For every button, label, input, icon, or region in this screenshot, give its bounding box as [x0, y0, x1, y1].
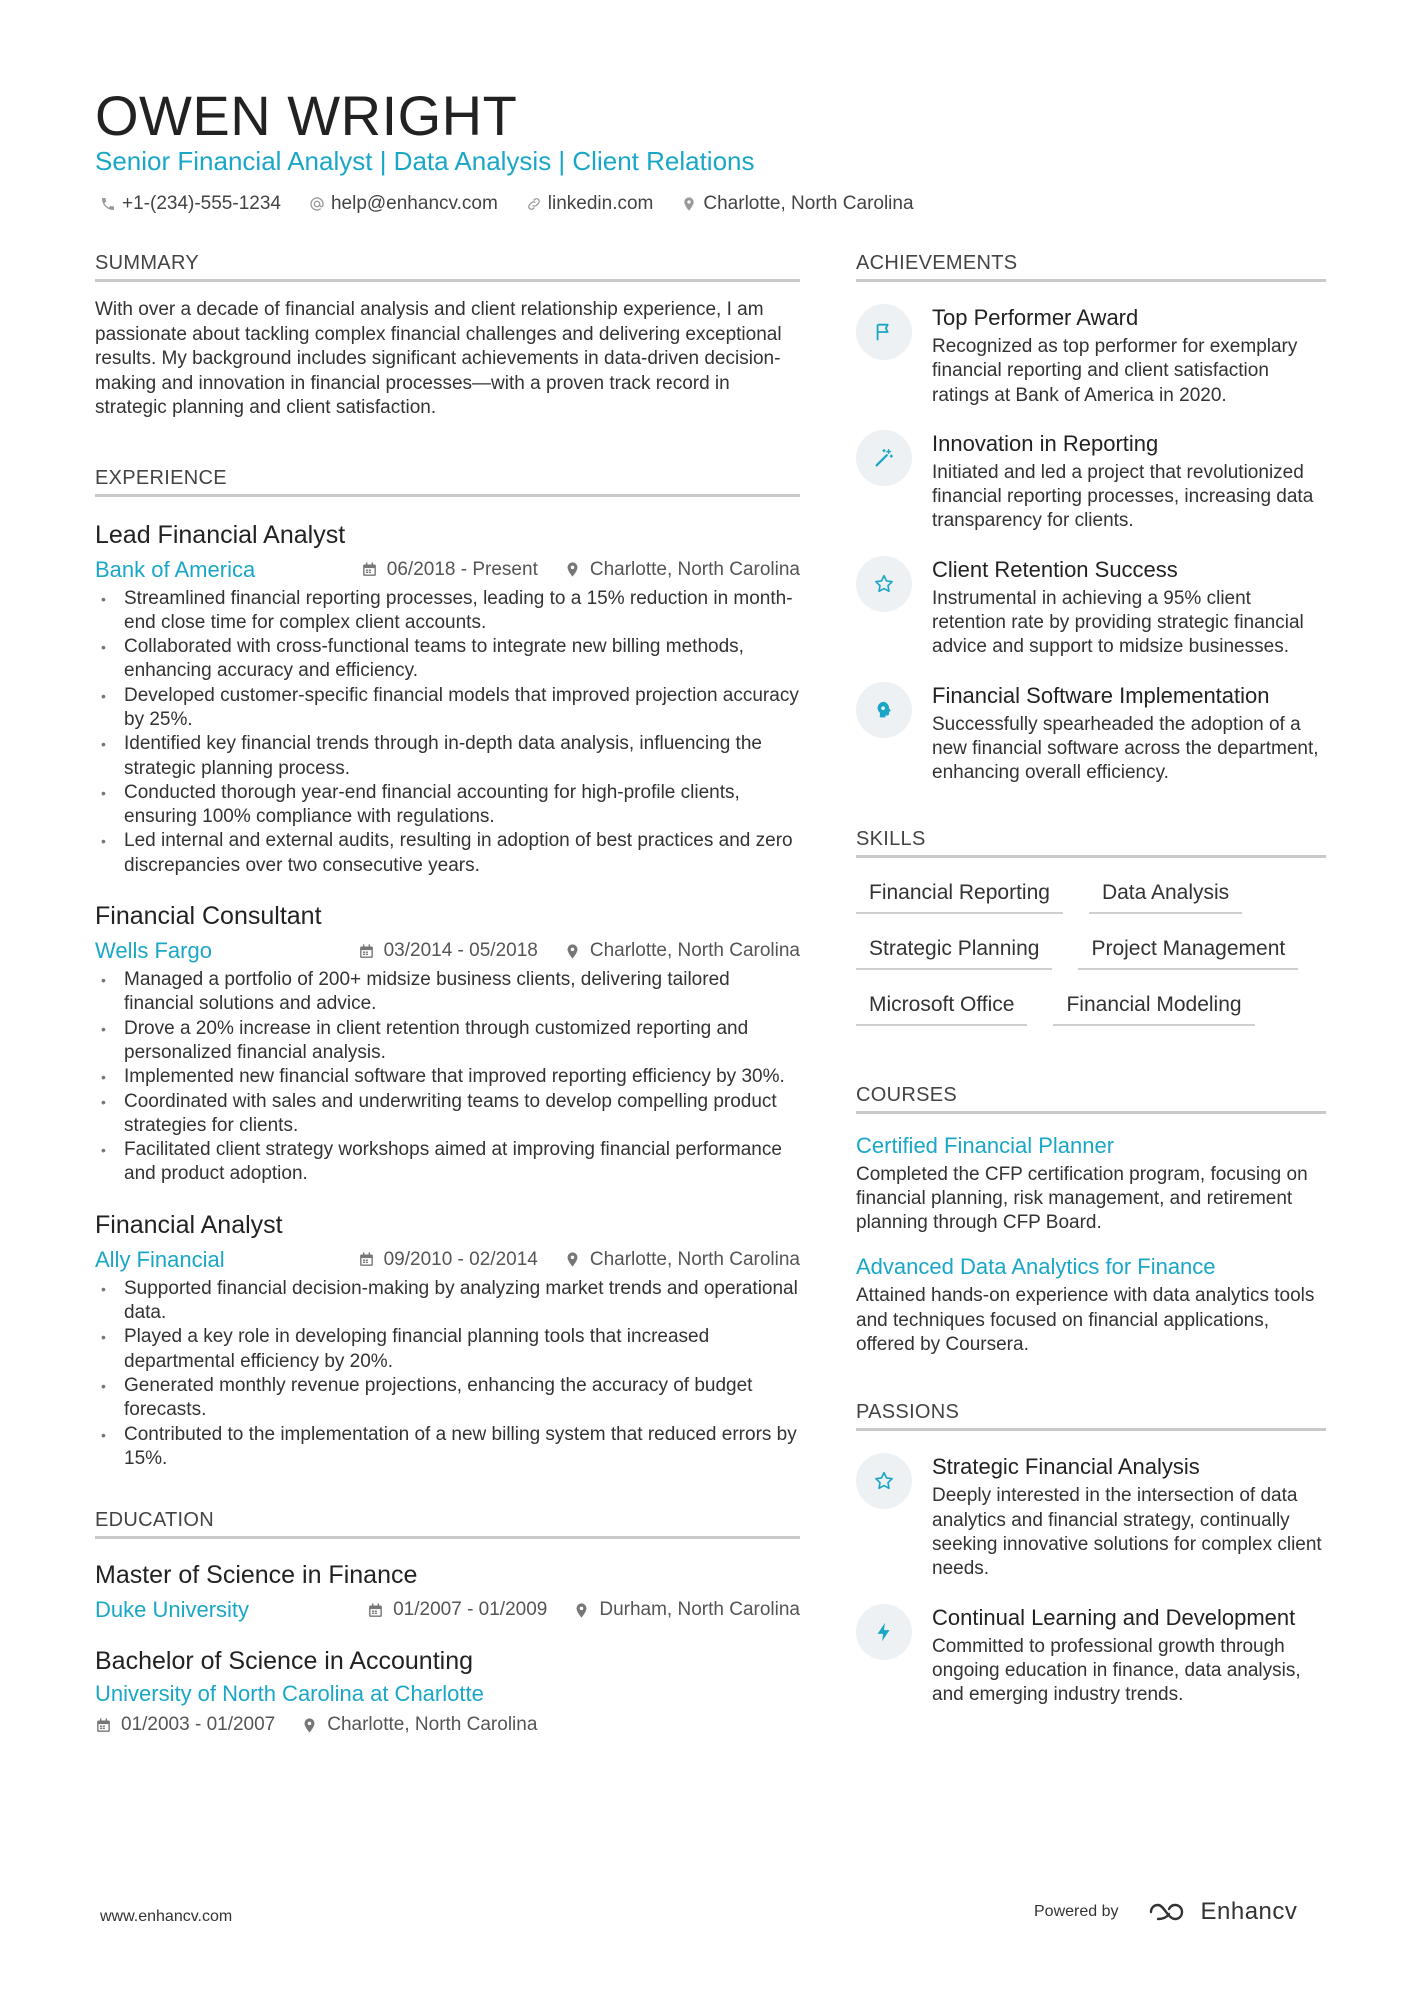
contact-phone[interactable]	[100, 193, 281, 215]
passion-item	[856, 1604, 1326, 1708]
achievement-body	[932, 430, 1326, 534]
education-dates	[95, 1714, 275, 1736]
location-pin-icon	[564, 1251, 581, 1268]
achievement-title: Client Retention Success	[932, 556, 1178, 582]
achievement-title: Top Performer Award	[932, 305, 1139, 330]
enhancv-logo-icon	[1147, 1900, 1193, 1924]
course-desc: Attained hands-on experience with data analytics tools and techniques focused on financial applications, offered by Coursera.	[856, 1285, 1315, 1356]
powered-by-label: Powered by	[1034, 1903, 1119, 1920]
skill-tag: Data Analysis	[1089, 874, 1242, 914]
job-bullets	[95, 587, 800, 879]
job-location	[564, 1249, 800, 1271]
bullet-item: • Developed customer-specific financial models that improved projection accuracy by 25%.	[95, 684, 800, 733]
location-pin-icon	[573, 1602, 590, 1619]
experience-heading: EXPERIENCE	[95, 465, 800, 497]
education-entry	[95, 1645, 800, 1739]
achievements-heading: ACHIEVEMENTS	[856, 250, 1326, 282]
flag-icon	[873, 321, 895, 343]
bullet-item: • Collaborated with cross-functional teams to integrate new billing methods, enhancing accuracy and efficiency.	[95, 635, 800, 684]
education-heading: EDUCATION	[95, 1507, 800, 1539]
course-desc: Completed the CFP certification program, focusing on financial planning, risk management, and retirement planning through CFP Board.	[856, 1163, 1308, 1234]
passion-title: Strategic Financial Analysis	[932, 1454, 1200, 1480]
bullet-item: • Played a key role in developing financial planning tools that increased departmental efficiency by 20%.	[95, 1325, 800, 1374]
job-title: Financial Analyst	[95, 1210, 283, 1239]
summary-text: With over a decade of financial analysis and client relationship experience, I am passionate about tackling complex financial challenges and delivering exceptional results. My background includes significant achievements in data-driven decision-making and innovation in financial processes—with a proven track record in strategic planning and client satisfaction.	[95, 299, 782, 418]
footer-branding	[1034, 1898, 1297, 1926]
contact-email[interactable]	[309, 193, 498, 215]
bullet-item: • Contributed to the implementation of a new billing system that reduced errors by 15%.	[95, 1423, 800, 1472]
candidate-title: Senior Financial Analyst | Data Analysis | Client Relations	[95, 146, 755, 176]
calendar-icon	[367, 1602, 384, 1619]
job-meta	[95, 936, 800, 966]
bullet-item: • Streamlined financial reporting processes, leading to a 15% reduction in month-end close time for complex client accounts.	[95, 587, 800, 636]
company-name: Ally Financial	[95, 1246, 225, 1272]
skill-tag: Financial Modeling	[1053, 986, 1254, 1026]
passion-desc: Deeply interested in the intersection of data analytics and financial strategy, continually seeking innovative solutions for complex client needs.	[932, 1485, 1322, 1580]
achievement-body	[932, 304, 1326, 408]
skill-tag: Financial Reporting	[856, 874, 1063, 914]
passion-item	[856, 1453, 1326, 1581]
location-pin-icon	[564, 561, 581, 578]
job-entry	[95, 1209, 800, 1471]
achievement-item	[856, 430, 1326, 534]
achievement-body	[932, 556, 1326, 660]
contact-email-text: help@enhancv.com	[330, 193, 498, 214]
passion-icon-circle	[856, 1453, 912, 1509]
achievement-desc: Recognized as top performer for exemplary financial reporting and client satisfaction ratings at Bank of America in 2020.	[932, 336, 1298, 406]
calendar-icon	[95, 1717, 112, 1734]
company-name: Bank of America	[95, 556, 256, 582]
bullet-item: • Led internal and external audits, resulting in adoption of best practices and zero discrepancies over two consecutive years.	[95, 829, 800, 878]
brain-icon	[873, 699, 895, 721]
achievement-icon-circle	[856, 430, 912, 486]
skill-tag: Strategic Planning	[856, 930, 1052, 970]
left-column	[95, 250, 800, 1739]
course-title: Advanced Data Analytics for Finance	[856, 1254, 1216, 1280]
contact-phone-text: +1-(234)-555-1234	[122, 193, 281, 214]
job-bullets	[95, 1277, 800, 1471]
education-dates-text: 01/2007 - 01/2009	[393, 1599, 548, 1621]
job-dates-text: 09/2010 - 02/2014	[383, 1248, 538, 1270]
education-location-text: Durham, North Carolina	[599, 1599, 800, 1621]
education-location	[301, 1714, 537, 1736]
achievement-title: Financial Software Implementation	[932, 682, 1270, 708]
education-entry	[95, 1559, 800, 1625]
passion-desc: Committed to professional growth through ongoing education in finance, data analysis, and emerging industry trends.	[932, 1635, 1301, 1706]
course-item	[856, 1132, 1326, 1236]
contact-bar	[100, 190, 942, 218]
location-pin-icon	[564, 943, 581, 960]
contact-location	[681, 193, 913, 215]
school-name: University of North Carolina at Charlotte	[95, 1681, 484, 1707]
achievement-body	[932, 682, 1326, 786]
job-meta-details	[335, 559, 800, 581]
achievement-desc: Successfully spearheaded the adoption of a new financial software across the department, enhancing overall efficiency.	[932, 713, 1319, 784]
job-dates	[358, 1249, 538, 1271]
right-column	[856, 250, 1326, 1707]
school-name: Duke University	[95, 1597, 250, 1623]
location-pin-icon	[681, 196, 697, 212]
job-location-text: Charlotte, North Carolina	[589, 1248, 800, 1270]
bullet-item: • Conducted thorough year-end financial accounting for high-profile clients, ensuring 100% compliance with regulations.	[95, 781, 800, 830]
job-location-text: Charlotte, North Carolina	[589, 940, 800, 962]
company-name: Wells Fargo	[95, 938, 212, 964]
passion-body	[932, 1453, 1326, 1581]
calendar-icon	[358, 943, 375, 960]
star-icon	[873, 1470, 895, 1492]
education-meta-details	[341, 1599, 800, 1621]
courses-heading: COURSES	[856, 1082, 1326, 1114]
location-pin-icon	[301, 1717, 318, 1734]
skill-tag: Microsoft Office	[856, 986, 1027, 1026]
footer-website[interactable]: www.enhancv.com	[100, 1908, 233, 1925]
skills-list	[856, 874, 1326, 1042]
bullet-item: • Implemented new financial software that improved reporting efficiency by 30%.	[95, 1065, 800, 1089]
achievement-title: Innovation in Reporting	[932, 430, 1159, 456]
course-title: Certified Financial Planner	[856, 1132, 1115, 1158]
phone-icon	[100, 196, 116, 212]
contact-linkedin-text: linkedin.com	[547, 193, 654, 214]
education-dates	[367, 1599, 547, 1621]
achievement-item	[856, 682, 1326, 786]
passion-title: Continual Learning and Development	[932, 1604, 1296, 1630]
education-meta-details	[95, 1711, 800, 1739]
bullet-item: • Supported financial decision-making by analyzing market trends and operational data.	[95, 1277, 800, 1326]
job-title: Lead Financial Analyst	[95, 520, 346, 549]
brand-name: Enhancv	[1200, 1898, 1298, 1925]
education-meta	[95, 1595, 800, 1625]
contact-location-text: Charlotte, North Carolina	[703, 193, 914, 214]
job-meta-details	[332, 1249, 800, 1271]
education-dates-text: 01/2003 - 01/2007	[121, 1714, 276, 1736]
calendar-icon	[358, 1251, 375, 1268]
achievement-desc: Instrumental in achieving a 95% client retention rate by providing strategic financial advice and support to midsize businesses.	[932, 587, 1304, 658]
magic-wand-icon	[873, 447, 895, 469]
bullet-item: • Facilitated client strategy workshops aimed at improving financial performance and product adoption.	[95, 1138, 800, 1187]
passions-heading: PASSIONS	[856, 1399, 1326, 1431]
job-entry	[95, 519, 800, 879]
star-icon	[873, 573, 895, 595]
job-meta	[95, 555, 800, 585]
job-meta-details	[332, 940, 800, 962]
calendar-icon	[361, 561, 378, 578]
passion-body	[932, 1604, 1326, 1708]
job-dates-text: 06/2018 - Present	[386, 558, 538, 580]
contact-linkedin[interactable]	[526, 193, 654, 215]
at-icon	[309, 196, 325, 212]
achievement-item	[856, 556, 1326, 660]
degree-title: Bachelor of Science in Accounting	[95, 1647, 474, 1676]
education-location-text: Charlotte, North Carolina	[327, 1714, 538, 1736]
passion-icon-circle	[856, 1604, 912, 1660]
link-icon	[526, 196, 542, 212]
bullet-item: • Coordinated with sales and underwriting teams to develop compelling product strategies for clients.	[95, 1090, 800, 1139]
job-dates	[361, 559, 538, 581]
skills-heading: SKILLS	[856, 826, 1326, 858]
enhancv-logo[interactable]	[1147, 1898, 1298, 1926]
degree-title: Master of Science in Finance	[95, 1561, 418, 1590]
job-dates-text: 03/2014 - 05/2018	[383, 940, 538, 962]
job-dates	[358, 940, 538, 962]
achievement-icon-circle	[856, 556, 912, 612]
summary-heading: SUMMARY	[95, 250, 800, 282]
bullet-item: • Identified key financial trends through in-depth data analysis, influencing the strategic planning process.	[95, 732, 800, 781]
job-location	[564, 559, 800, 581]
achievement-item	[856, 304, 1326, 408]
job-meta	[95, 1245, 800, 1275]
job-location-text: Charlotte, North Carolina	[589, 558, 800, 580]
job-entry	[95, 900, 800, 1187]
achievement-icon-circle	[856, 682, 912, 738]
lightning-icon	[873, 1621, 895, 1643]
job-bullets	[95, 968, 800, 1187]
education-location	[573, 1599, 800, 1621]
course-item	[856, 1253, 1326, 1357]
bullet-item: • Generated monthly revenue projections, enhancing the accuracy of budget forecasts.	[95, 1374, 800, 1423]
bullet-item: • Managed a portfolio of 200+ midsize business clients, delivering tailored financial solutions and advice.	[95, 968, 800, 1017]
job-title: Financial Consultant	[95, 902, 322, 931]
achievement-desc: Initiated and led a project that revolutionized financial reporting processes, increasing data transparency for clients.	[932, 461, 1314, 532]
achievement-icon-circle	[856, 304, 912, 360]
candidate-name: OWEN WRIGHT	[95, 84, 518, 147]
bullet-item: • Drove a 20% increase in client retention through customized reporting and personalized financial analysis.	[95, 1017, 800, 1066]
job-location	[564, 940, 800, 962]
skill-tag: Project Management	[1078, 930, 1298, 970]
